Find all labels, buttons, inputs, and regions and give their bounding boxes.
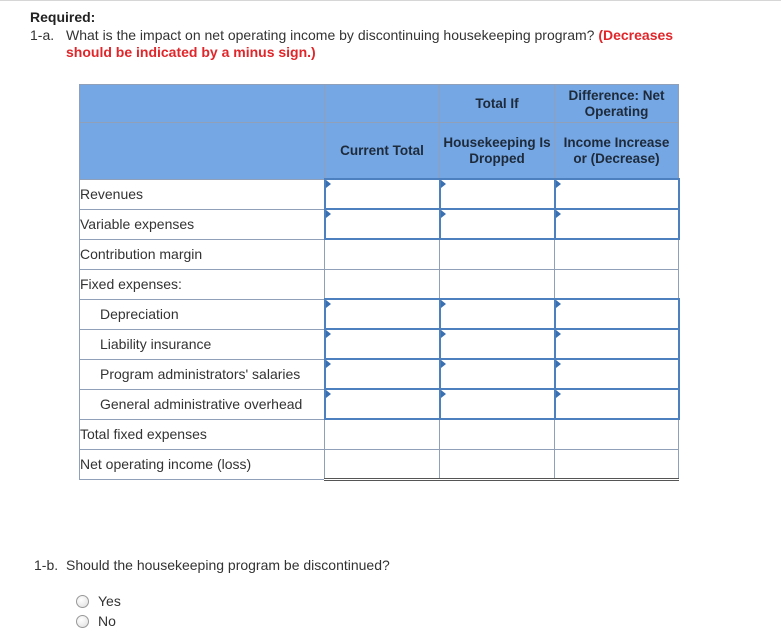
table-row [80,329,679,359]
question-1a [30,27,750,61]
header-total-if: Total If [440,85,555,123]
table-row [80,299,679,329]
value-cell-current-total [325,269,440,299]
input-cell-difference[interactable] [555,389,679,419]
row-label: Total fixed expenses [80,419,325,449]
input-marker-icon [326,330,331,338]
table-row [80,179,679,209]
input-marker-icon [441,300,446,308]
input-cell-total-if-dropped[interactable] [440,209,555,239]
input-marker-icon [441,180,446,188]
input-cell-total-if-dropped[interactable] [440,179,555,209]
radio-no[interactable] [76,615,89,628]
row-label: Liability insurance [80,329,325,359]
input-marker-icon [326,180,331,188]
input-cell-total-if-dropped[interactable] [440,359,555,389]
header-housekeeping-dropped: Housekeeping Is Dropped [440,123,555,180]
table-row [80,389,679,419]
top-divider [0,0,781,1]
input-cell-current-total[interactable] [325,389,440,419]
input-marker-icon [326,300,331,308]
input-cell-total-if-dropped[interactable] [440,329,555,359]
header-row-2 [80,123,679,180]
header-current-total: Current Total [325,123,440,180]
input-cell-current-total[interactable] [325,329,440,359]
input-marker-icon [556,390,561,398]
input-marker-icon [556,300,561,308]
income-comparison-table [79,84,680,481]
question-1a-note-line1: (Decreases [598,27,674,43]
input-cell-total-if-dropped[interactable] [440,299,555,329]
value-cell-total-if-dropped [440,449,555,479]
option-no[interactable] [76,613,116,629]
input-cell-current-total[interactable] [325,299,440,329]
header-row-1 [80,85,679,123]
table-row [80,239,679,269]
value-cell-total-if-dropped [440,239,555,269]
input-marker-icon [441,360,446,368]
input-cell-difference[interactable] [555,299,679,329]
option-yes[interactable] [76,593,121,609]
table-row [80,449,679,479]
input-marker-icon [326,390,331,398]
input-cell-current-total[interactable] [325,359,440,389]
question-1b-number: 1-b. [34,557,59,573]
row-label: Variable expenses [80,209,325,239]
input-marker-icon [556,180,561,188]
input-marker-icon [441,330,446,338]
input-cell-total-if-dropped[interactable] [440,389,555,419]
input-marker-icon [556,330,561,338]
table-row [80,359,679,389]
table-row [80,209,679,239]
row-label: Contribution margin [80,239,325,269]
value-cell-difference [555,419,679,449]
question-1b [34,557,390,573]
option-no-label: No [98,613,116,629]
value-cell-total-if-dropped [440,269,555,299]
row-label: Revenues [80,179,325,209]
row-label: Net operating income (loss) [80,449,325,479]
table-row [80,419,679,449]
table-row [80,269,679,299]
value-cell-current-total [325,419,440,449]
input-marker-icon [326,360,331,368]
input-cell-difference[interactable] [555,209,679,239]
input-marker-icon [326,210,331,218]
header-blank-3 [80,123,325,180]
row-label: General administrative overhead [80,389,325,419]
value-cell-difference [555,269,679,299]
value-cell-current-total [325,449,440,479]
table-body [80,179,679,479]
input-cell-difference[interactable] [555,179,679,209]
value-cell-total-if-dropped [440,419,555,449]
option-yes-label: Yes [98,593,121,609]
question-1a-text: What is the impact on net operating income by discontinuing housekeeping program? [66,27,595,43]
question-1a-note-line2: should be indicated by a minus sign.) [66,44,316,60]
input-marker-icon [556,360,561,368]
value-cell-difference [555,239,679,269]
header-income-increase-decrease: Income Increase or (Decrease) [555,123,679,180]
value-cell-difference [555,449,679,479]
header-difference-net-operating: Difference: Net Operating [555,85,679,123]
input-marker-icon [441,210,446,218]
input-cell-difference[interactable] [555,359,679,389]
header-blank-2 [325,85,440,123]
value-cell-current-total [325,239,440,269]
question-1b-text: Should the housekeeping program be discontinued? [66,557,390,573]
input-cell-current-total[interactable] [325,209,440,239]
row-label: Fixed expenses: [80,269,325,299]
input-marker-icon [556,210,561,218]
input-cell-difference[interactable] [555,329,679,359]
row-label: Depreciation [80,299,325,329]
required-heading: Required: [30,9,96,25]
row-label: Program administrators' salaries [80,359,325,389]
header-blank-1 [80,85,325,123]
input-marker-icon [441,390,446,398]
input-cell-current-total[interactable] [325,179,440,209]
radio-yes[interactable] [76,595,89,608]
question-1a-number: 1-a. [30,27,55,43]
